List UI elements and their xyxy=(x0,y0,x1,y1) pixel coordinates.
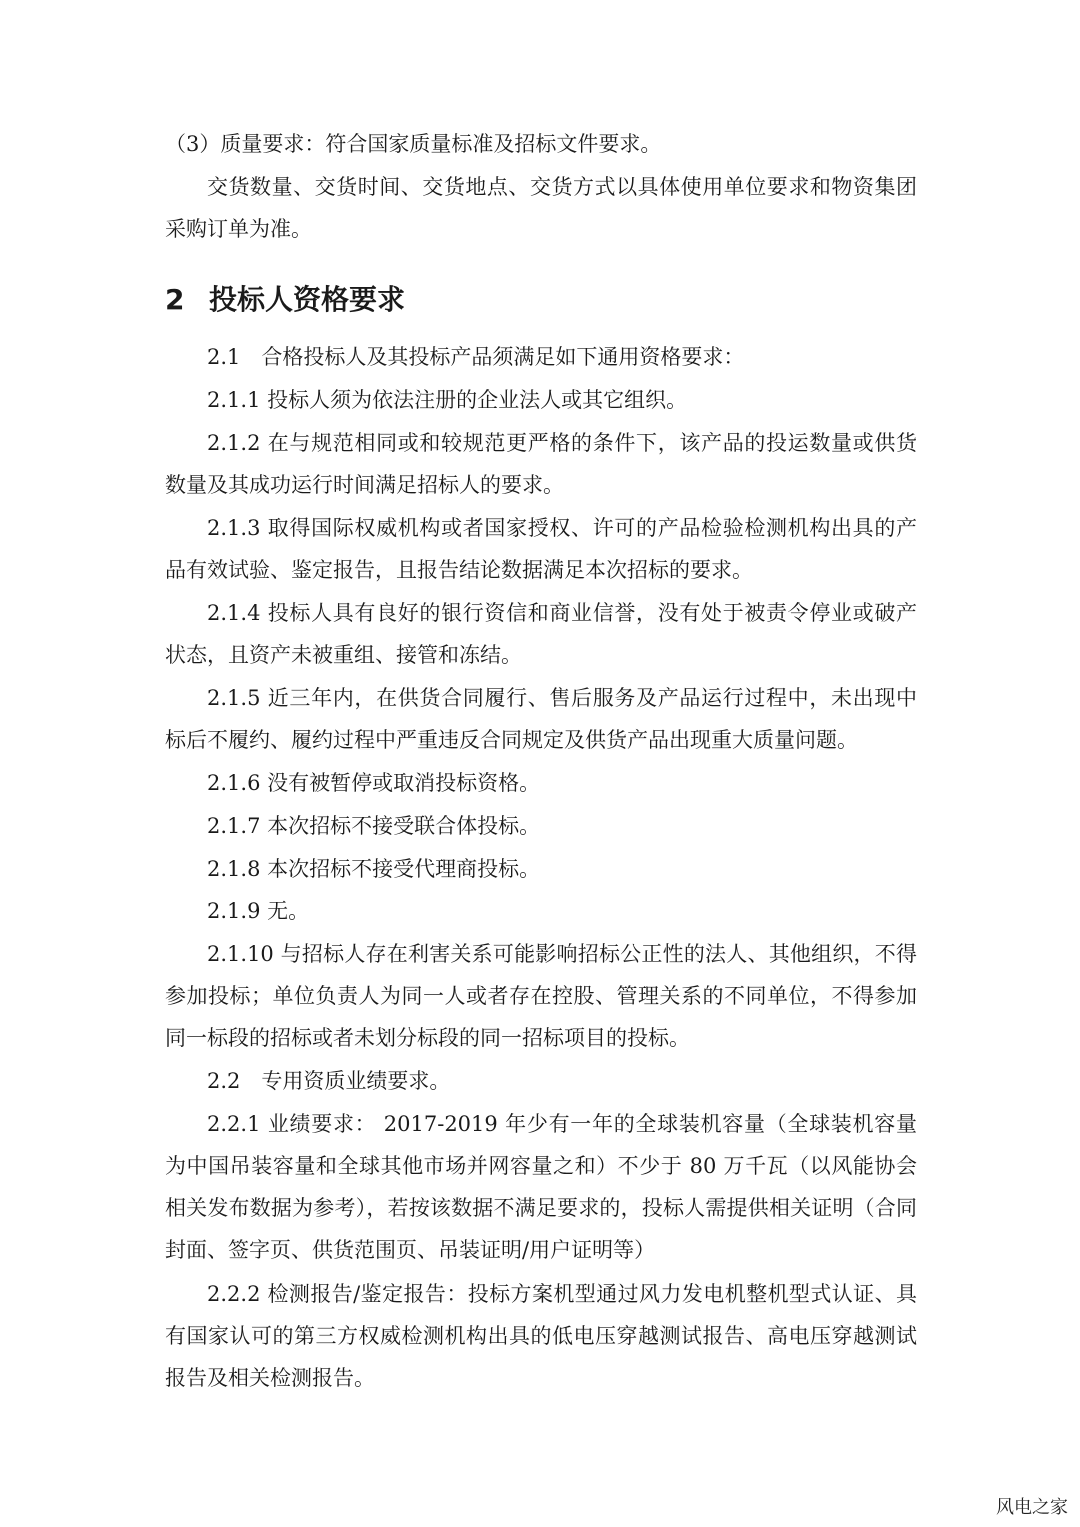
clause-2-1-1: 2.1.1 投标人须为依法注册的企业法人或其它组织。 xyxy=(207,388,688,412)
section-heading xyxy=(165,278,405,322)
clause-2-2-1: 2.2.1 业绩要求： 2017-2019 年少有一年的全球装机容量（全球装机容量为中国吊装容量和全球其他市场并网容量之和）不少于 80 万千瓦（以风能协会相关发布数据为参考），若按该数据不满足要求的，投标人需提供相关证明（合同封面、签字页、供货范围页、吊装证明/用户证明等） xyxy=(165,1112,917,1262)
clause-2-1: 2.1 合格投标人及其投标产品须满足如下通用资格要求： xyxy=(207,345,745,369)
clause-2-2-2: 2.2.2 检测报告/鉴定报告：投标方案机型通过风力发电机整机型式认证、具有国家认可的第三方权威检测机构出具的低电压穿越测试报告、高电压穿越测试报告及相关检测报告。 xyxy=(165,1282,917,1390)
clause-2-1-9: 2.1.9 无。 xyxy=(207,899,310,923)
watermark-text: 风电之家 xyxy=(996,1497,1068,1518)
clause-2-1-2: 2.1.2 在与规范相同或和较规范更严格的条件下，该产品的投运数量或供货数量及其成功运行时间满足招标人的要求。 xyxy=(165,431,917,497)
section-number: 2 xyxy=(165,283,185,316)
clause-2-1-10: 2.1.10 与招标人存在利害关系可能影响招标公正性的法人、其他组织，不得参加投标；单位负责人为同一人或者存在控股、管理关系的不同单位，不得参加同一标段的招标或者未划分标段的同一招标项目的投标。 xyxy=(165,942,917,1050)
clause-2-1-7: 2.1.7 本次招标不接受联合体投标。 xyxy=(207,814,541,838)
section-title: 投标人资格要求 xyxy=(209,283,406,316)
quality-requirement: （3）质量要求：符合国家质量标准及招标文件要求。 xyxy=(165,132,662,156)
clause-2-1-4: 2.1.4 投标人具有良好的银行资信和商业信誉，没有处于被责令停业或破产状态，且资产未被重组、接管和冻结。 xyxy=(165,601,917,667)
clause-2-1-6: 2.1.6 没有被暂停或取消投标资格。 xyxy=(207,771,541,795)
delivery-paragraph: 交货数量、交货时间、交货地点、交货方式以具体使用单位要求和物资集团采购订单为准。 xyxy=(165,175,917,241)
clause-2-1-3: 2.1.3 取得国际权威机构或者国家授权、许可的产品检验检测机构出具的产品有效试验、鉴定报告，且报告结论数据满足本次招标的要求。 xyxy=(165,516,917,582)
clause-2-1-5: 2.1.5 近三年内，在供货合同履行、售后服务及产品运行过程中，未出现中标后不履约、履约过程中严重违反合同规定及供货产品出现重大质量问题。 xyxy=(165,686,917,752)
clause-2-1-8: 2.1.8 本次招标不接受代理商投标。 xyxy=(207,857,541,881)
clause-2-2: 2.2 专用资质业绩要求。 xyxy=(207,1069,451,1093)
